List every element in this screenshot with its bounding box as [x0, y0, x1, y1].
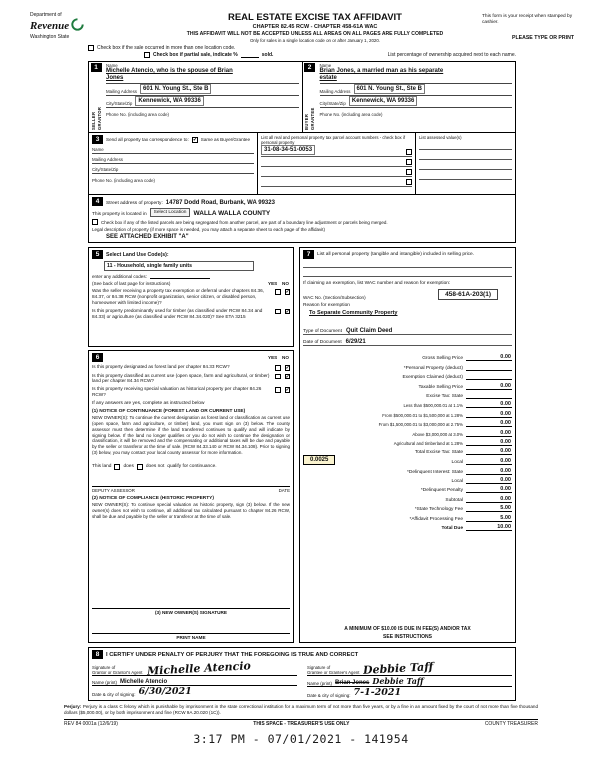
- tax-label: *Delinquent Interest: State: [407, 469, 463, 475]
- form-header: [30, 12, 574, 43]
- if-yes-note: If any answers are yes, complete as instructed below: [92, 401, 205, 406]
- document-type-value[interactable]: Quit Claim Deed: [345, 328, 393, 334]
- buyer-address-label: Mailing Address: [319, 88, 351, 94]
- buyer-address-field[interactable]: [320, 84, 513, 96]
- minimum-due-note: A MINIMUM OF $10.00 IS DUE IN FEE(S) AND/OR TAX: [344, 626, 471, 632]
- section-8-badge: 8: [92, 650, 103, 659]
- tax-value[interactable]: [466, 379, 512, 380]
- personal-property-checkbox-2[interactable]: [406, 159, 412, 165]
- tax-label: Local: [451, 460, 463, 466]
- partial-sale-label: Check box if partial sale, indicate %: [153, 52, 238, 58]
- print-name-line[interactable]: PRINT NAME: [92, 633, 290, 640]
- exemption-yes-checkbox[interactable]: [275, 289, 281, 295]
- historic-property-question: [92, 386, 290, 398]
- segregated-checkbox[interactable]: [92, 219, 98, 225]
- section-5-badge: 5: [92, 250, 103, 259]
- correspondence-name-field[interactable]: [92, 144, 254, 154]
- exemption-no-checkbox[interactable]: ✓: [285, 289, 290, 295]
- personal-property-list-label: List all personal property (tangible and intangible) included in selling price.: [317, 252, 475, 257]
- same-as-buyer-checkbox[interactable]: ✓: [192, 136, 198, 143]
- tax-value[interactable]: 0.00: [466, 411, 512, 418]
- street-address-value[interactable]: 14787 Dodd Road, Burbank, WA 99323: [165, 200, 275, 206]
- perjury-lead: Perjury:: [64, 704, 82, 709]
- historic-no-checkbox[interactable]: ✓: [285, 387, 290, 394]
- segregated-label: Check box if any of the listed parcels are being segregated from another parcel, are part of a boundary line adjustment or parcels being merged.: [101, 220, 388, 225]
- multi-location-checkbox[interactable]: [88, 45, 94, 51]
- perjury-body: Perjury is a class C felony which is punishable by imprisonment in the state correctional institution for a maximum term of not more than five years, or by a fine in an amount fixed by the court of not more than five thousand dollars ($5,000.00), or by both imprisonment and fine (RCW 9A.20.020 (1C)).: [64, 704, 539, 715]
- notice-continuance-title: (1) NOTICE OF CONTINUANCE (FOREST LAND OR CURRENT USE): [92, 409, 246, 414]
- tax-label: Less than $500,000.01 at 1.1%: [403, 403, 463, 409]
- see-instructions-note: SEE INSTRUCTIONS: [383, 634, 432, 640]
- historic-property-question-text: Is this property receiving special valuation as historical property per chapter 84.26 RCW?: [92, 386, 262, 398]
- grantee-agent-label: Grantee or Grantee's Agent: [307, 669, 360, 675]
- buyer-name-label: Name: [319, 63, 332, 68]
- receipt-note: This form is your receipt when stamped by cashier.: [482, 14, 573, 25]
- tax-label: Above $3,000,000 at 3.0%: [412, 431, 463, 437]
- grantor-name-print-value: Michelle Atencio: [120, 678, 168, 685]
- tax-label: Excise Tax: State: [426, 393, 463, 399]
- multi-location-label: Check box if the sale occurred in more than one location code.: [97, 45, 236, 51]
- no-column-label: NO: [282, 281, 289, 286]
- tax-label: Gross Selling Price: [422, 356, 463, 362]
- grantee-signature-column: [307, 661, 512, 698]
- wac-number-value[interactable]: 458-61A-203(1): [438, 289, 498, 300]
- buyer-name-value: Brian Jones, a married man as his separate estate: [319, 68, 444, 81]
- current-use-yes-checkbox[interactable]: [275, 374, 281, 380]
- tax-value[interactable]: 0.00: [466, 420, 512, 427]
- grantee-name-print-field[interactable]: [307, 676, 512, 687]
- grantor-name-print-field[interactable]: [92, 676, 297, 686]
- document-type-row: [303, 324, 512, 335]
- date-city-label: Date & city of signing:: [307, 693, 351, 698]
- location-select[interactable]: Select Location: [150, 208, 191, 217]
- deputy-assessor-label: DEPUTY ASSESSOR: [92, 487, 135, 493]
- tax-label: *State Technology Fee: [414, 507, 463, 513]
- does-label: does: [123, 464, 134, 470]
- buyer-csz-value: Kennewick, WA 99336: [349, 96, 417, 106]
- seller-csz-label: City/State/Zip: [106, 100, 133, 106]
- seller-csz-field[interactable]: [106, 96, 299, 108]
- section-3-badge: 3: [92, 135, 103, 144]
- continuance-qualify-row: [92, 464, 290, 470]
- sec5-yes-no-header: [268, 281, 290, 286]
- correspondence-address-field[interactable]: [92, 154, 254, 164]
- tax-value[interactable]: 0.00: [466, 383, 512, 390]
- historic-yes-checkbox[interactable]: [275, 387, 281, 393]
- tax-value[interactable]: 5.00: [466, 505, 512, 512]
- tax-label: Agricultural and timberland at 1.28%: [393, 440, 463, 446]
- tax-label: Total Excise Tax: State: [414, 450, 463, 456]
- logo-revenue-text: Revenue: [30, 20, 70, 32]
- personal-property-field-2[interactable]: [303, 268, 512, 277]
- parcel-numbers-header: List all real and personal property tax parcel account numbers - check box if personal property: [261, 135, 406, 146]
- tax-value[interactable]: 0.00: [466, 486, 512, 493]
- current-use-no-checkbox[interactable]: ✓: [285, 373, 290, 380]
- tax-label: Exemption Claimed (deduct): [402, 375, 463, 381]
- partial-sold-label: sold.: [261, 52, 274, 58]
- tax-value[interactable]: 0.00: [466, 401, 512, 408]
- seller-name-field[interactable]: [106, 63, 299, 84]
- exemption-deferral-question: [92, 288, 290, 306]
- buyer-phone-field[interactable]: [320, 108, 513, 118]
- tax-value[interactable]: 0.00: [466, 458, 512, 465]
- county-value: WALLA WALLA COUNTY: [193, 210, 271, 217]
- legal-description-label: Legal description of property (if more space is needed, you may attach a separate sheet to each page of the affidavit): [92, 227, 326, 232]
- tax-value[interactable]: 10.00: [466, 524, 512, 531]
- page-title: REAL ESTATE EXCISE TAX AFFIDAVIT: [227, 12, 402, 23]
- parcel-row-4: [261, 177, 412, 187]
- tax-value[interactable]: [466, 398, 512, 399]
- additional-codes-field[interactable]: [150, 273, 210, 279]
- qualify-label: qualify for continuance.: [167, 464, 217, 470]
- tax-label: *Affidavit Processing Fee: [409, 516, 463, 522]
- warning-line: THIS AFFIDAVIT WILL NOT BE ACCEPTED UNLESS ALL AREAS ON ALL PAGES ARE FULLY COMPLETED: [186, 31, 444, 37]
- document-date-row: [303, 335, 512, 346]
- parties-section: [88, 61, 516, 133]
- multi-location-row: [88, 45, 238, 51]
- signature-of-label: Signature of: [92, 664, 116, 670]
- timber-no-checkbox[interactable]: ✓: [285, 308, 290, 315]
- grantor-date-city-field[interactable]: [92, 686, 297, 697]
- tax-value[interactable]: 0.00: [466, 430, 512, 437]
- buyer-address-value: 601 N. Young St., Ste B: [354, 84, 425, 94]
- see-back-note: (See back of last page for instructions): [92, 281, 171, 286]
- forest-no-checkbox[interactable]: ✓: [285, 365, 290, 371]
- grantee-name-handwritten: Debbie Taff: [372, 676, 424, 686]
- grantor-signature-value: Michelle Atencio: [146, 659, 251, 678]
- seller-name-value: Michelle Atencio, who is the spouse of Brian Jones: [106, 68, 233, 81]
- property-location-section: [88, 195, 516, 243]
- tax-value[interactable]: 0.00: [466, 468, 512, 475]
- title-block: [148, 12, 482, 43]
- section-6-badge: 6: [92, 353, 103, 362]
- notice-continuance-body: NEW OWNER(S): To continue the current designation as forest land or classification as current use (open space, farm and agriculture, or timber) land, you must sign on (3) below. The county assessor must then determine if the land transferred continues to qualify and will indicate by signing below. If the land no longer qualifies or you do not wish to continue the designation or classification, it will be removed and the compensating or additional taxes will be due and payable by the seller or transferor at the time of sale. (RCW 84.33.140 or RCW 84.34.108). Prior to signing (3) below, you may contact your local county assessor for more information.: [92, 415, 290, 456]
- grantee-signature-value: Debbie Taff: [363, 660, 435, 677]
- buyer-section: [302, 62, 516, 132]
- logo-dept-text: Department of: [30, 12, 62, 18]
- grantor-side-word: GRANTOR: [96, 106, 102, 130]
- seller-name-label: Name: [106, 63, 118, 68]
- tax-value[interactable]: 0.00: [466, 496, 512, 503]
- correspondence-address-label: Mailing Address: [92, 157, 123, 162]
- assessed-value-field-3[interactable]: [419, 160, 512, 170]
- claiming-exemption-label: If claiming an exemption, list WAC number and reason for exemption:: [303, 281, 451, 286]
- type-or-print-label: PLEASE TYPE OR PRINT: [512, 34, 574, 41]
- assessed-value-field-2[interactable]: [419, 150, 512, 160]
- grantee-name-print-value: Brian Jones: [335, 680, 370, 686]
- local-rate-box: 0.0025: [303, 455, 335, 465]
- seller-address-label: Mailing Address: [106, 88, 137, 94]
- grantor-date-value: 6/30/2021: [138, 685, 192, 697]
- document-type-label: Type of Document: [303, 329, 342, 334]
- correspondence-phone-label: Phone No. (including area code): [92, 178, 155, 183]
- seller-side-word: SELLER: [90, 111, 96, 130]
- deputy-assessor-line[interactable]: [92, 486, 290, 493]
- tax-label: From $500,000.01 to $1,500,000 at 1.28%: [382, 412, 463, 418]
- tax-value[interactable]: 0.00: [466, 448, 512, 455]
- located-in-label: This property is located in: [92, 212, 147, 217]
- seller-grantor-side-label: [91, 73, 102, 132]
- does-not-label: does not: [145, 464, 165, 470]
- chapter-line: CHAPTER 82.45 RCW - CHAPTER 458-61A WAC: [252, 24, 378, 30]
- tax-value[interactable]: 0.00: [466, 354, 512, 361]
- only-line: Only for sales in a single location code on or after January 1, 2020.: [249, 38, 381, 43]
- seller-phone-label: Phone No. (including area code): [106, 111, 169, 117]
- tax-value[interactable]: 0.00: [466, 477, 512, 484]
- parcel-row-1: [261, 145, 412, 157]
- seller-address-field[interactable]: [106, 84, 299, 96]
- grantor-signature-column: [92, 661, 297, 698]
- land-use-section: [88, 247, 294, 347]
- personal-property-checkbox-4[interactable]: [406, 179, 412, 185]
- notice-compliance-title: (2) NOTICE OF COMPLIANCE (HISTORIC PROPERTY): [92, 495, 214, 501]
- form-body: [88, 45, 516, 701]
- buyer-side-word: BUYER: [304, 113, 309, 130]
- grantor-signature-field[interactable]: [92, 661, 297, 676]
- personal-property-field-1[interactable]: [303, 259, 512, 268]
- parcel-number-value[interactable]: 31-08-34-51-0053: [261, 145, 315, 155]
- certify-statement: I CERTIFY UNDER PENALTY OF PERJURY THAT THE FOREGOING IS TRUE AND CORRECT: [106, 651, 359, 658]
- tax-label: From $1,500,000.01 to $3,000,000 at 2.75%: [378, 422, 463, 428]
- tax-label: *Delinquent Penalty: [420, 488, 463, 494]
- tax-correspondence-section: [88, 133, 516, 195]
- ownership-note: List percentage of ownership acquired next to each name.: [387, 52, 516, 58]
- partial-sale-checkbox[interactable]: [144, 52, 150, 58]
- correspondence-phone-field[interactable]: [92, 174, 254, 184]
- excise-tax-table: [303, 352, 512, 531]
- buyer-name-field[interactable]: [320, 63, 513, 84]
- does-not-checkbox[interactable]: [137, 464, 143, 470]
- tax-label: Taxable Selling Price: [418, 384, 463, 390]
- land-use-code-select[interactable]: 11 - Household, single family units: [104, 261, 254, 271]
- sec6-yes-no-header: [268, 355, 290, 360]
- section-1-badge: 1: [91, 63, 102, 72]
- grantee-date-city-field[interactable]: [307, 687, 512, 698]
- document-date-value[interactable]: 6/29/21: [345, 339, 366, 345]
- tax-value[interactable]: 5.00: [466, 515, 512, 522]
- page-footer: [64, 704, 538, 746]
- form-revision-number: REV 84 0001a (12/6/19): [64, 720, 118, 727]
- seller-csz-value: Kennewick, WA 99336: [135, 96, 203, 106]
- seller-phone-field[interactable]: [106, 108, 299, 118]
- additional-codes-label: enter any additional codes:: [92, 274, 147, 279]
- county-treasurer-label: COUNTY TREASURER: [484, 720, 538, 727]
- section-2-badge: 2: [304, 63, 315, 72]
- certification-section: [88, 647, 516, 701]
- reason-exemption-value[interactable]: To Separate Community Property: [309, 310, 398, 316]
- grantee-date-value: 7-1-2021: [353, 687, 402, 698]
- land-use-title: Select Land Use Code(s):: [106, 251, 169, 258]
- forest-yes-checkbox[interactable]: [275, 365, 281, 371]
- buyer-csz-field[interactable]: [320, 96, 513, 108]
- forest-land-question: [92, 364, 290, 371]
- partial-sale-row: [144, 52, 516, 58]
- footer-row: [64, 719, 538, 727]
- reason-exemption-label: Reason for exemption: [303, 303, 350, 308]
- tax-label: Subtotal: [445, 497, 463, 503]
- parcel-row-2: [261, 157, 412, 167]
- current-use-question-text: Is this property classified as current use (open space, farm and agricultural, or timber) land per chapter 84.34 RCW?: [92, 372, 270, 384]
- assessed-value-field-1[interactable]: [419, 140, 512, 150]
- parcel-row-3: [261, 167, 412, 177]
- notice-compliance-body: NEW OWNER(S): To continue special valuation as historic property, sign (3) below. If the new owner(s) does not wish to continue, all additional tax calculated pursuant to chapter 84.26 RCW, shall be due and payable by the seller or transferor at the time of sale.: [92, 501, 290, 519]
- exemption-deferral-question-text: Was the seller receiving a property tax exemption or deferral under chapters 84.36, 84.37, or 84.38 RCW (nonprofit organization, senior citizen, or disabled person, homeowner with limited income)?: [92, 288, 265, 305]
- seller-section: [89, 62, 302, 132]
- timber-agriculture-question-text: Is this property predominantly used for timber (as classified under RCW 84.34 and 84.33) or agriculture (as classified under RCW 84.34.020)? See ETA 3215: [92, 307, 263, 319]
- section-4-badge: 4: [92, 197, 103, 206]
- cashier-timestamp-stamp: 3:17 PM - 07/01/2021 - 141954: [193, 731, 409, 746]
- personal-property-checkbox-1[interactable]: [406, 149, 412, 155]
- grantor-agent-label: Grantor or Grantor's Agent: [92, 669, 143, 675]
- section-7-badge: 7: [303, 250, 314, 259]
- assessed-values-header: List assessed value(s): [419, 135, 462, 140]
- seller-address-value: 601 N. Young St., Ste B: [140, 84, 211, 94]
- correspondence-csz-label: City/State/Zip: [92, 167, 119, 172]
- yes-column-label: YES: [268, 281, 278, 286]
- buyer-phone-label: Phone No. (including area code): [319, 111, 383, 117]
- treasurer-space-label: THIS SPACE - TREASURER'S USE ONLY: [253, 720, 350, 727]
- correspondence-name-label: Name: [92, 147, 104, 152]
- buyer-grantee-side-label: [304, 73, 315, 132]
- does-checkbox[interactable]: [114, 464, 120, 470]
- timber-yes-checkbox[interactable]: [275, 309, 281, 315]
- this-land-label: This land: [92, 464, 112, 470]
- timber-agriculture-question: [92, 308, 290, 320]
- partial-percent-field[interactable]: [241, 52, 259, 58]
- dor-logo: [30, 12, 148, 40]
- forest-land-question-text: Is this property designated as forest land per chapter 84.33 RCW?: [92, 364, 230, 369]
- correspondence-csz-field[interactable]: [92, 164, 254, 174]
- no-column-label: NO: [282, 355, 289, 360]
- same-as-buyer-label: Same as Buyer/Grantee: [200, 137, 251, 142]
- legal-description-value[interactable]: SEE ATTACHED EXHIBIT "A": [106, 234, 189, 240]
- tax-value[interactable]: 0.00: [466, 439, 512, 446]
- street-address-label: Street address of property:: [106, 201, 163, 206]
- grantee-signature-field[interactable]: [307, 661, 512, 676]
- perjury-statement: [64, 704, 538, 716]
- designation-section: [88, 350, 294, 643]
- send-correspondence-label: Send all property tax correspondence to:: [106, 137, 189, 142]
- yes-column-label: YES: [268, 355, 278, 360]
- signature-of-label: Signature of: [307, 664, 331, 670]
- tax-computation-section: [299, 247, 516, 643]
- grantee-side-word: GRANTEE: [310, 107, 315, 130]
- receipt-block: [482, 12, 574, 41]
- personal-property-checkbox-3[interactable]: [406, 169, 412, 175]
- name-print-label: Name (print): [92, 679, 118, 685]
- current-use-question: [92, 373, 290, 385]
- name-print-label: Name (print): [307, 681, 333, 686]
- tax-value[interactable]: [466, 370, 512, 371]
- tax-label: *Personal Property (deduct): [403, 365, 463, 371]
- document-date-label: Date of Document: [303, 340, 342, 345]
- assessed-value-field-4[interactable]: [419, 170, 512, 180]
- tax-label: Total Due: [441, 526, 463, 532]
- tax-label: Local: [451, 479, 463, 485]
- wac-number-label: WAC No. (Section/Subsection): [303, 295, 366, 300]
- logo-state-text: Washington State: [30, 34, 70, 40]
- date-city-label: Date & city of signing:: [92, 691, 136, 697]
- new-owner-signature-line[interactable]: (3) NEW OWNER(S) SIGNATURE: [92, 608, 290, 615]
- buyer-csz-label: City/State/Zip: [319, 100, 346, 106]
- revenue-swirl-icon: [71, 18, 84, 34]
- deputy-date-label: DATE: [278, 487, 290, 493]
